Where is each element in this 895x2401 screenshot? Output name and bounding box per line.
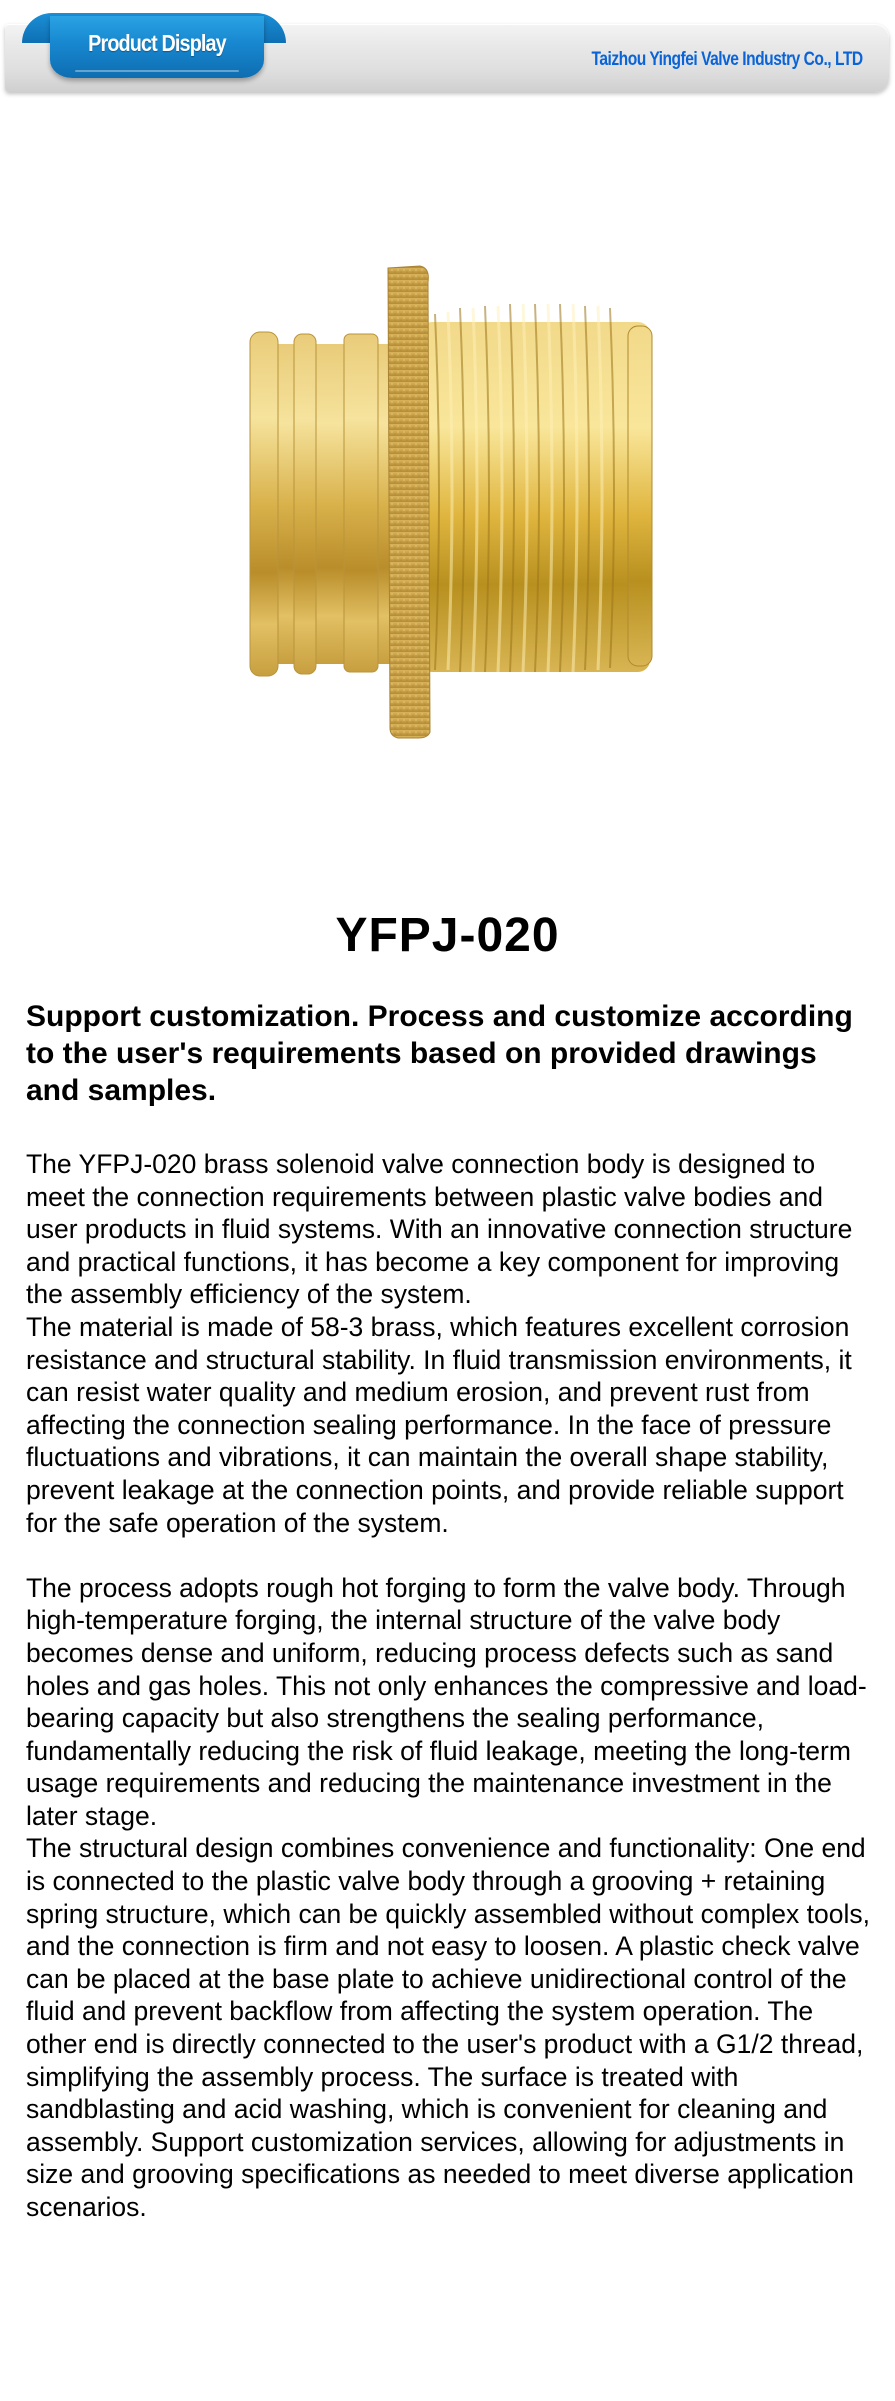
product-display-tab xyxy=(50,16,264,78)
paragraph-material: The material is made of 58-3 brass, which features excellent corrosion resistance and structural stability. In fluid transmission environments, it can resist water quality and medium erosion, and prevent rust from affecting the connection sealing performance. In the face of pressure fluctuations and vibrations, it can maintain the overall shape stability, prevent leakage at the connection points, and provide reliable support for the safe operation of the system. xyxy=(26,1311,852,1538)
headline: Support customization. Process and customize according to the user's requirements based on provided drawings and samples. xyxy=(26,1000,853,1107)
model-number: YFPJ-020 xyxy=(335,909,560,962)
header-banner xyxy=(0,0,895,100)
product-description xyxy=(26,1148,876,2224)
company-name: Taizhou Yingfei Valve Industry Co., LTD xyxy=(591,49,863,70)
paragraph-structure: The structural design combines convenience and functionality: One end is connected to the plastic valve body through a grooving + retaining spring structure, which can be quickly assembled without complex tools, and the connection is firm and not easy to loosen. A plastic check valve can be placed at the base plate to achieve unidirectional control of the fluid and prevent backflow from affecting the system operation. The other end is directly connected to the user's product with a G1/2 thread, simplifying the assembly process. The surface is treated with sandblasting and acid washing, which is convenient for cleaning and assembly. Support customization services, allowing for adjustments in size and grooving specifications as needed to meet diverse application scenarios. xyxy=(26,1833,870,2222)
brass-fitting-illustration xyxy=(240,262,660,742)
paragraph-process: The process adopts rough hot forging to form the valve body. Through high-temperature forging, the internal structure of the valve body becomes dense and uniform, reducing process defects such as sand holes and gas holes. This not only enhances the compressive and load-bearing capacity but also strengthens the sealing performance, fundamentally reducing the risk of fluid leakage, meeting the long-term usage requirements and reducing the maintenance investment in the later stage. xyxy=(26,1572,867,1831)
product-image xyxy=(240,262,660,742)
ribbon-highlight xyxy=(75,70,239,72)
paragraph-overview: The YFPJ-020 brass solenoid valve connection body is designed to meet the connection requirements between plastic valve bodies and user products in fluid systems. With an innovative connection structure and practical functions, it has become a key component for improving the assembly efficiency of the system. xyxy=(26,1149,853,1310)
tab-label: Product Display xyxy=(88,30,226,56)
